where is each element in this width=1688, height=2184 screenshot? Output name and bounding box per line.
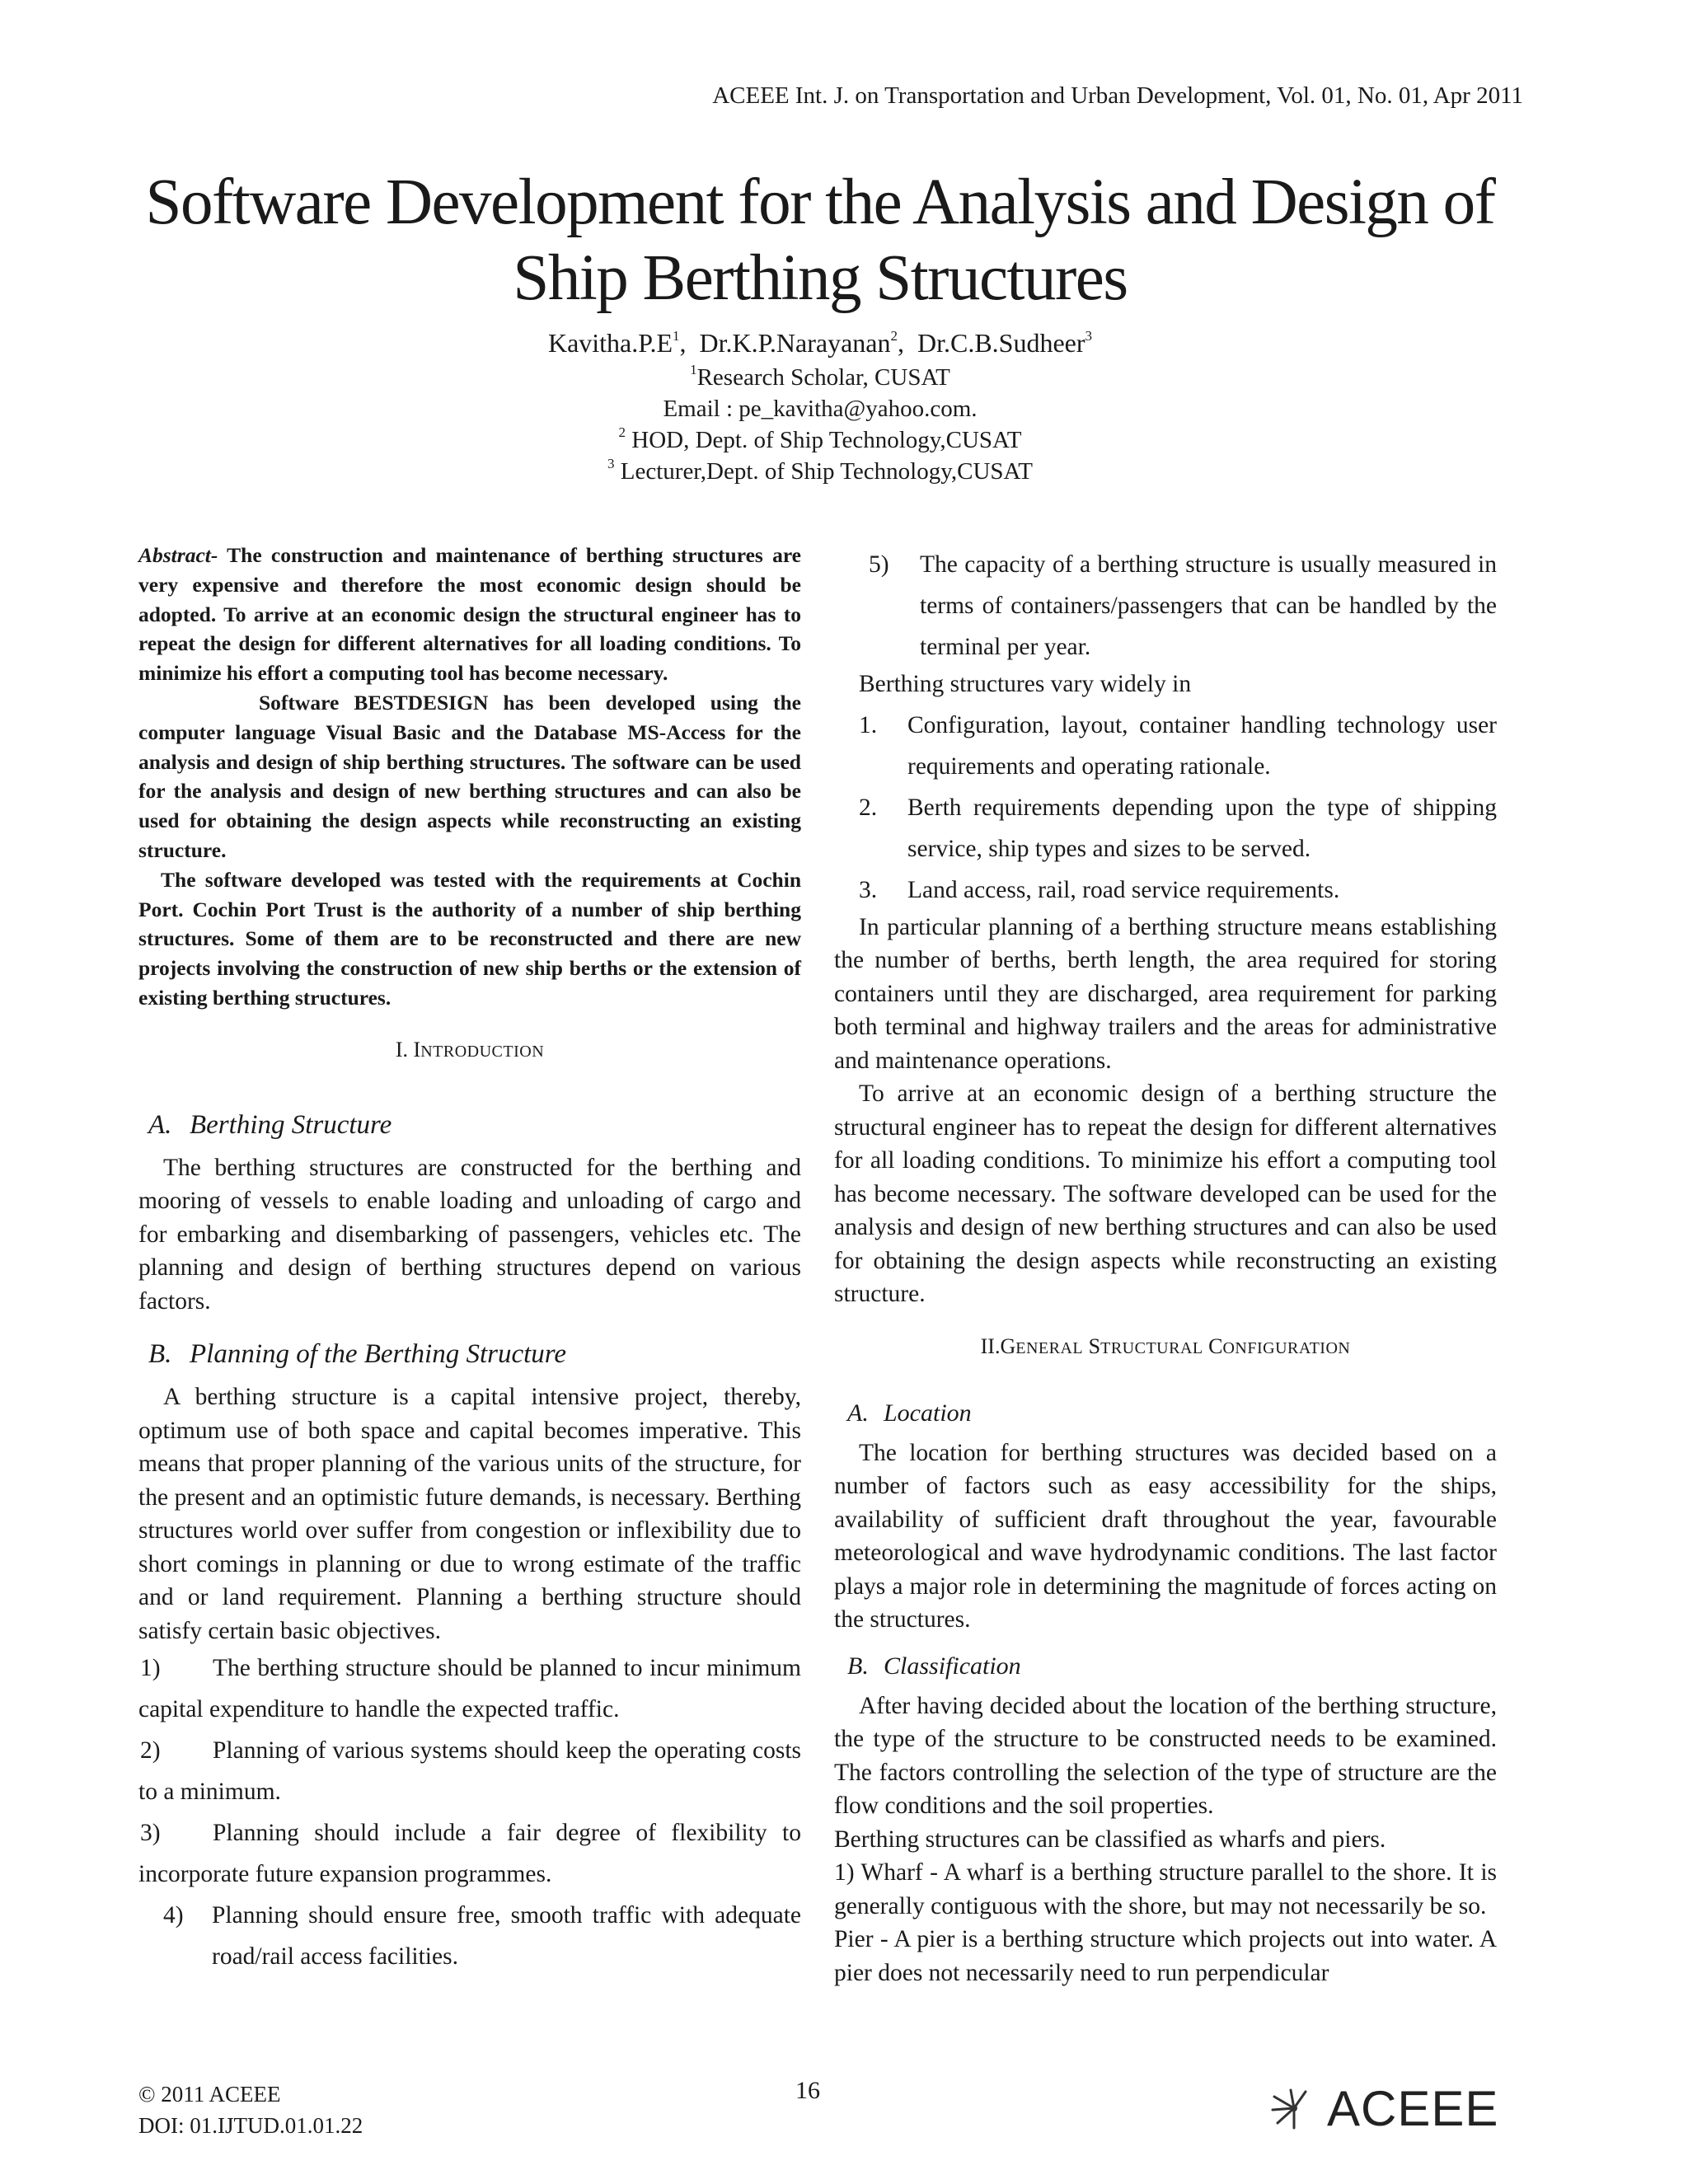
objective-2-number: 2) bbox=[140, 1737, 161, 1765]
abstract-paragraph-3: The software developed was tested with the requirements at Cochin Port. Cochin Port Trust is the authority of a number of ship berthing structures. Some of them are to be reconstructed and there are new projects involving the construction of new ship berths or the extension of existing berthing structures. bbox=[138, 867, 801, 1010]
author-email: Email : pe_kavitha@yahoo.com. bbox=[663, 396, 978, 422]
objective-2-text: Planning of various systems should keep the operating costs to a minimum. bbox=[138, 1737, 801, 1806]
affiliation-3 bbox=[247, 457, 1393, 486]
subsection-heading-berthing-structure bbox=[148, 1107, 801, 1143]
objective-4-text: Planning should ensure free, smooth traffic with adequate road/rail access facilities. bbox=[212, 1902, 801, 1971]
subsection-a2-label: A. bbox=[847, 1399, 869, 1427]
affiliation-3-text: Lecturer,Dept. of Ship Technology,CUSAT bbox=[614, 458, 1033, 485]
subsection-a1-title: Berthing Structure bbox=[190, 1109, 392, 1140]
objective-1-text: The berthing structure should be planned to incur minimum capital expenditure to handle the expected traffic. bbox=[138, 1655, 801, 1723]
vary-2-number: 2. bbox=[859, 794, 878, 821]
doi: DOI: 01.IJTUD.01.01.22 bbox=[138, 2113, 363, 2138]
paper-title bbox=[99, 165, 1541, 316]
affiliation-2-sup: 2 bbox=[618, 424, 626, 441]
section-heading-introduction bbox=[138, 1038, 801, 1062]
objective-item-2 bbox=[138, 1730, 801, 1812]
subsection-b1-title: Planning of the Berthing Structure bbox=[190, 1339, 567, 1370]
right-column bbox=[834, 544, 1497, 1990]
section-2-word-1-initial: G bbox=[1000, 1333, 1016, 1358]
vary-1-number: 1. bbox=[859, 711, 878, 738]
vary-3-number: 3. bbox=[859, 876, 878, 903]
objective-item-1 bbox=[138, 1647, 801, 1730]
affiliation-1-text: Research Scholar, CUSAT bbox=[696, 364, 950, 391]
section-1-initial: I bbox=[413, 1037, 421, 1062]
objective-4-number: 4) bbox=[163, 1902, 184, 1929]
subsection-heading-classification bbox=[847, 1648, 1497, 1685]
section-heading-general-configuration bbox=[834, 1334, 1497, 1359]
abstract-p1-text: The construction and maintenance of berthing structures are very expensive and therefore the most economic design should be adopted. To arrive at an economic design the structural engineer has to repeat the design for different alternatives for all loading conditions. To minimize his effort a computing tool has become necessary. bbox=[138, 543, 801, 686]
subsection-heading-planning bbox=[148, 1336, 801, 1372]
objective-5-text: The capacity of a berthing structure is usually measured in terms of containers/passengers that can be handled by the terminal per year. bbox=[920, 551, 1497, 660]
paragraph-wharf: 1) Wharf - A wharf is a berthing structure parallel to the shore. It is generally contiguous with the shore, but may not necessarily be so. bbox=[834, 1859, 1497, 1919]
paragraph-classified: Berthing structures can be classified as wharfs and piers. bbox=[834, 1825, 1386, 1853]
aceee-logo bbox=[1269, 2080, 1500, 2136]
vary-2-text: Berth requirements depending upon the type of shipping service, ship types and sizes to be served. bbox=[907, 794, 1497, 862]
section-2-number: II. bbox=[980, 1333, 1001, 1358]
objective-5-number: 5) bbox=[869, 551, 889, 578]
author-1: Kavitha.P.E bbox=[547, 328, 673, 358]
objective-item-4 bbox=[138, 1895, 801, 1977]
abstract-paragraph-2: Software BESTDESIGN has been developed using the computer language Visual Basic and the Database MS-Access for the analysis and design of ship berthing structures. The software can be used for the analysis and design of new berthing structures and can also be used for obtaining the design aspects while reconstructing an existing structure. bbox=[138, 690, 801, 862]
paragraph-planning-means: In particular planning of a berthing structure means establishing the number of berths, berth length, the area required for storing containers until they are discharged, area requirement for parking both terminal and highway trailers and the areas for administrative and maintenance operations. bbox=[834, 913, 1497, 1074]
affiliation-3-sup: 3 bbox=[607, 456, 615, 472]
author-2: Dr.K.P.Narayanan bbox=[699, 328, 891, 358]
left-column bbox=[138, 541, 801, 1977]
vary-intro: Berthing structures vary widely in bbox=[859, 671, 1192, 697]
author-2-sup: 2 bbox=[890, 328, 898, 344]
aceee-logo-text: ACEEE bbox=[1327, 2080, 1499, 2136]
objective-item-3 bbox=[138, 1812, 801, 1895]
subsection-b2-label: B. bbox=[847, 1652, 869, 1680]
paragraph-location: The location for berthing structures was decided based on a number of factors such as easy accessibility for the ships, availability of sufficient draft throughout the year, favourable meteorological and wave hydrodynamic conditions. The last factor plays a major role in determining the magnitude of forces acting on the structures. bbox=[834, 1439, 1497, 1633]
subsection-b1-label: B. bbox=[148, 1339, 172, 1370]
page-number: 16 bbox=[795, 2077, 820, 2104]
section-2-word-1: ENERAL bbox=[1015, 1338, 1084, 1357]
subsection-a1-label: A. bbox=[148, 1109, 172, 1140]
section-2-word-2-initial: S bbox=[1088, 1333, 1101, 1358]
vary-item-2 bbox=[834, 787, 1497, 869]
running-head: ACEEE Int. J. on Transportation and Urban Development, Vol. 01, No. 01, Apr 2011 bbox=[712, 82, 1523, 109]
section-2-word-3-initial: C bbox=[1208, 1333, 1223, 1358]
vary-1-text: Configuration, layout, container handling technology user requirements and operating rationale. bbox=[907, 711, 1497, 780]
vary-item-3 bbox=[834, 869, 1497, 911]
section-1-rest: NTRODUCTION bbox=[420, 1042, 545, 1061]
author-3-sup: 3 bbox=[1085, 328, 1093, 344]
section-1-number: I. bbox=[395, 1037, 414, 1062]
affiliation-2 bbox=[247, 425, 1393, 455]
subsection-b2-title: Classification bbox=[884, 1652, 1021, 1680]
affiliation-1 bbox=[247, 363, 1393, 392]
objective-1-number: 1) bbox=[140, 1655, 161, 1682]
vary-3-text: Land access, rail, road service requirements. bbox=[907, 876, 1340, 903]
copyright: © 2011 ACEEE bbox=[138, 2082, 281, 2107]
paragraph-pier: Pier - A pier is a berthing structure which projects out into water. A pier does not necessarily need to run perpendicular bbox=[834, 1926, 1497, 1986]
vary-item-1 bbox=[834, 705, 1497, 787]
objective-item-5 bbox=[834, 544, 1497, 668]
paragraph-planning: A berthing structure is a capital intensive project, thereby, optimum use of both space and capital becomes imperative. This means that proper planning of the various units of the structure, for the present and an optimistic future demands, is necessary. Berthing structures world over suffer from congestion or inflexibility due to short comings in planning or due to wrong estimate of the traffic and or land requirement. Planning a berthing structure should satisfy certain basic objectives. bbox=[138, 1384, 801, 1644]
paragraph-economic-design: To arrive at an economic design of a berthing structure the structural engineer has to repeat the design for different alternatives for all loading conditions. To minimize his effort a computing tool has become necessary. The software developed can be used for the analysis and design of new berthing structures and can also be used for obtaining the design aspects while reconstructing an existing structure. bbox=[834, 1080, 1497, 1307]
paragraph-berthing-structure: The berthing structures are constructed for the berthing and mooring of vessels to enable loading and unloading of cargo and for embarking and disembarking of passengers, vehicles etc. The planning and design of berthing structures depend on various factors. bbox=[138, 1154, 801, 1315]
abstract-paragraph-1 bbox=[138, 541, 801, 688]
subsection-a2-title: Location bbox=[884, 1399, 972, 1427]
author-3: Dr.C.B.Sudheer bbox=[917, 328, 1085, 358]
affiliation-2-text: HOD, Dept. of Ship Technology,CUSAT bbox=[626, 427, 1022, 453]
author-list: $Kavitha.P.E^1$, Dr.K.P.Narayanan$^2$, Dr.C.B.Sudheer$^3$ bbox=[547, 328, 1093, 358]
abstract-label: Abstract- bbox=[138, 543, 218, 567]
title-line-1: Software Development for the Analysis and Design of bbox=[145, 166, 1495, 238]
subsection-heading-location bbox=[847, 1395, 1497, 1432]
title-line-2: Ship Berthing Structures bbox=[513, 242, 1128, 314]
aceee-logo-icon bbox=[1269, 2085, 1322, 2131]
affiliation-1-sup: 1 bbox=[690, 362, 697, 378]
objective-3-number: 3) bbox=[140, 1820, 161, 1847]
abstract bbox=[138, 541, 801, 1013]
objective-3-text: Planning should include a fair degree of flexibility to incorporate future expansion programmes. bbox=[138, 1820, 801, 1888]
footer-left bbox=[138, 2079, 363, 2141]
paragraph-classification: After having decided about the location of the berthing structure, the type of the structure to be constructed needs to be examined. The factors controlling the selection of the type of structure are the flow conditions and the soil properties. bbox=[834, 1692, 1497, 1819]
section-2-word-3: ONFIGURATION bbox=[1222, 1338, 1351, 1357]
section-2-word-2: TRUCTURAL bbox=[1100, 1338, 1203, 1357]
author-1-sup: 1 bbox=[673, 328, 680, 344]
